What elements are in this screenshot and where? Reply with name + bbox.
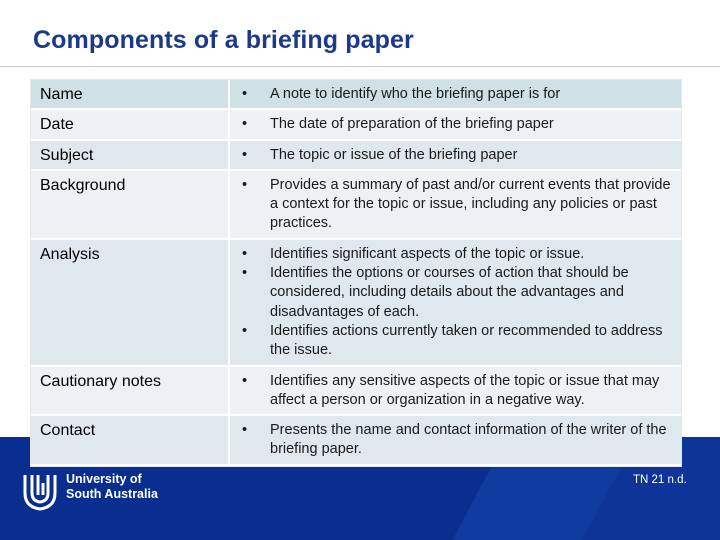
row-label: Analysis (40, 245, 100, 263)
table-row (31, 171, 681, 240)
row-label: Subject (40, 146, 94, 164)
table-row (31, 416, 681, 466)
table-row (31, 367, 681, 417)
bullet-text: Identifies any sensitive aspects of the topic or issue that may affect a person or organization in a negative way. (270, 372, 660, 408)
table-row (31, 141, 681, 171)
row-description (228, 141, 681, 169)
bullet-icon: • (242, 322, 248, 339)
bullet-text: The topic or issue of the briefing paper (270, 146, 518, 163)
bullet-text: A note to identify who the briefing paper is for (270, 86, 561, 102)
bullet-icon: • (242, 422, 248, 439)
university-logo-icon (22, 471, 58, 511)
bullet-icon: • (242, 146, 248, 163)
bullet-icon: • (242, 245, 248, 262)
bullet-icon: • (242, 176, 248, 193)
bullet-icon: • (242, 265, 248, 282)
row-description (228, 416, 681, 464)
table-row (31, 80, 681, 110)
row-description (228, 110, 681, 138)
bullet-text: Identifies significant aspects of the topic or issue. (270, 245, 585, 262)
row-description (228, 240, 681, 365)
bullet-icon: • (242, 372, 248, 389)
row-description (228, 171, 681, 238)
row-label: Contact (40, 422, 96, 440)
bullet-text: Identifies actions currently taken or recommended to address the issue. (270, 322, 663, 359)
row-label: Date (40, 116, 74, 134)
bullet-text: Provides a summary of past and/or current events that provide a context for the topic or issue, including any policies or past practices. (270, 176, 671, 232)
table-row (31, 240, 681, 367)
row-label: Background (40, 176, 126, 194)
bullet-text: Presents the name and contact information of the writer of the briefing paper. (270, 422, 667, 458)
table-row (31, 110, 681, 140)
university-name (66, 472, 158, 502)
components-table (31, 80, 681, 466)
footer-code: TN 21 n.d. (633, 474, 687, 486)
slide-title: Components of a briefing paper (33, 26, 414, 54)
bullet-icon: • (242, 86, 248, 102)
title-divider (0, 66, 720, 67)
row-description (228, 367, 681, 415)
row-label: Cautionary notes (40, 372, 161, 390)
bullet-text: The date of preparation of the briefing paper (270, 116, 554, 133)
row-description (228, 80, 681, 108)
university-name-line: University of (66, 472, 142, 486)
university-name-line: South Australia (66, 487, 158, 501)
bullet-icon: • (242, 116, 248, 133)
bullet-text: Identifies the options or courses of action that should be considered, including details about the advantages and disadvantages of each. (270, 265, 629, 320)
row-label: Name (40, 86, 83, 103)
